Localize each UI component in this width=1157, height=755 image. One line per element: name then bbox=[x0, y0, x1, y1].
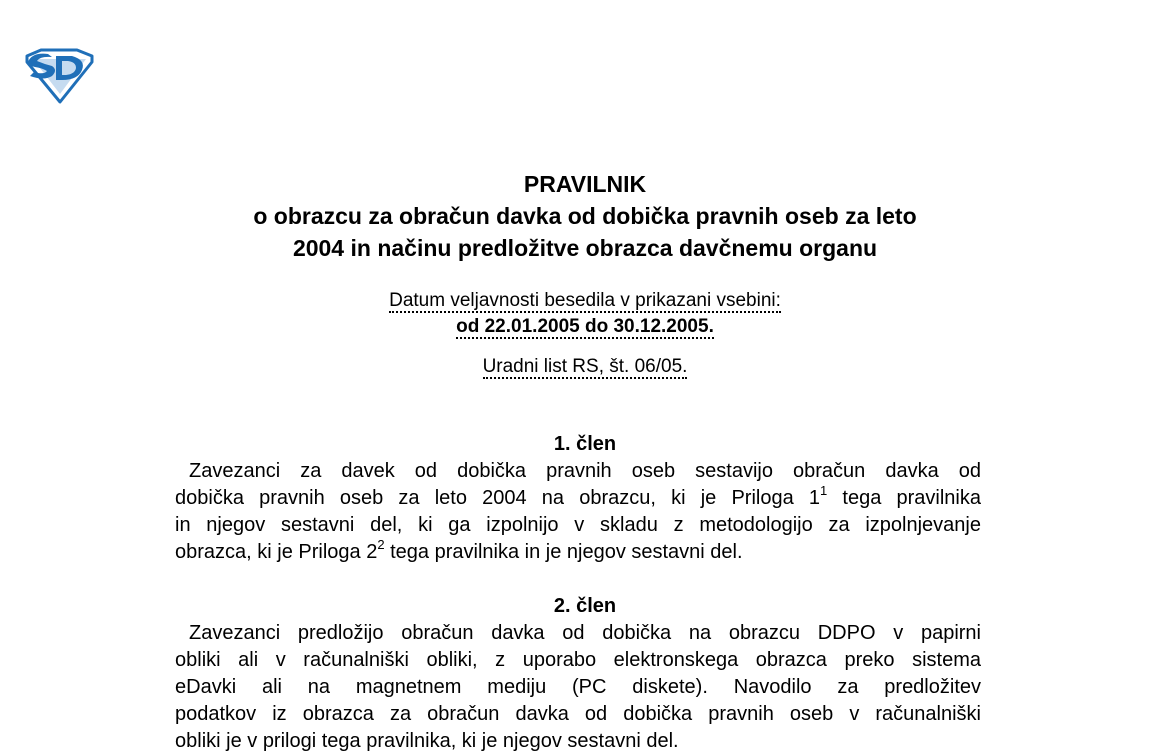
article-2-line: eDavki ali na magnetnem mediju (PC diskete). Navodilo za predložitev bbox=[175, 676, 981, 698]
sd-logo bbox=[22, 48, 96, 104]
title-line-1: o obrazcu za obračun davka od dobička pravnih oseb za leto bbox=[253, 203, 917, 229]
title-heading: PRAVILNIK bbox=[523, 171, 647, 197]
validity-block bbox=[150, 288, 1020, 340]
article-1-line: in njegov sestavni del, ki ga izpolnijo v skladu z metodologijo za izpolnjevanje bbox=[175, 514, 981, 536]
svg-text:SD: SD bbox=[22, 48, 24, 49]
article-2-line: podatkov iz obrazca za obračun davka od dobička pravnih oseb v računalniški bbox=[175, 703, 981, 725]
article-2-body bbox=[175, 620, 981, 755]
article-1-line: obrazca, ki je Priloga $2^2$ tega pravilnika in je njegov sestavni del. bbox=[175, 537, 743, 563]
article-1-body bbox=[175, 458, 981, 566]
article-2-line: obliki ali v računalniški obliki, z uporabo elektronskega obrazca preko sistema bbox=[175, 649, 981, 671]
footnote-ref-2[interactable]: 2 bbox=[377, 537, 385, 552]
validity-range[interactable]: od 22.01.2005 do 30.12.2005. bbox=[456, 316, 714, 337]
article-1-line: dobička pravnih oseb za leto 2004 na obrazcu, ki je Priloga $1^1$ tega pravilnika bbox=[175, 483, 981, 509]
article-2-line: obliki je v prilogi tega pravilnika, ki je njegov sestavni del. bbox=[175, 730, 679, 752]
article-2-heading: 2. člen bbox=[553, 595, 617, 617]
gazette-block bbox=[150, 354, 1020, 380]
gazette-link[interactable]: Uradni list RS, št. 06/05. bbox=[482, 356, 688, 377]
footnote-ref-1[interactable]: 1 bbox=[820, 483, 828, 498]
document-title bbox=[150, 168, 1020, 264]
validity-label[interactable]: Datum veljavnosti besedila v prikazani vsebini: bbox=[389, 290, 781, 311]
article-2-line: Zavezanci predložijo obračun davka od dobička na obrazcu DDPO v papirni bbox=[189, 622, 981, 644]
title-line-2: 2004 in načinu predložitve obrazca davčnemu organu bbox=[292, 235, 878, 261]
article-1-line: Zavezanci za davek od dobička pravnih oseb sestavijo obračun davka od bbox=[189, 460, 981, 482]
article-1-heading: 1. člen bbox=[553, 433, 617, 455]
